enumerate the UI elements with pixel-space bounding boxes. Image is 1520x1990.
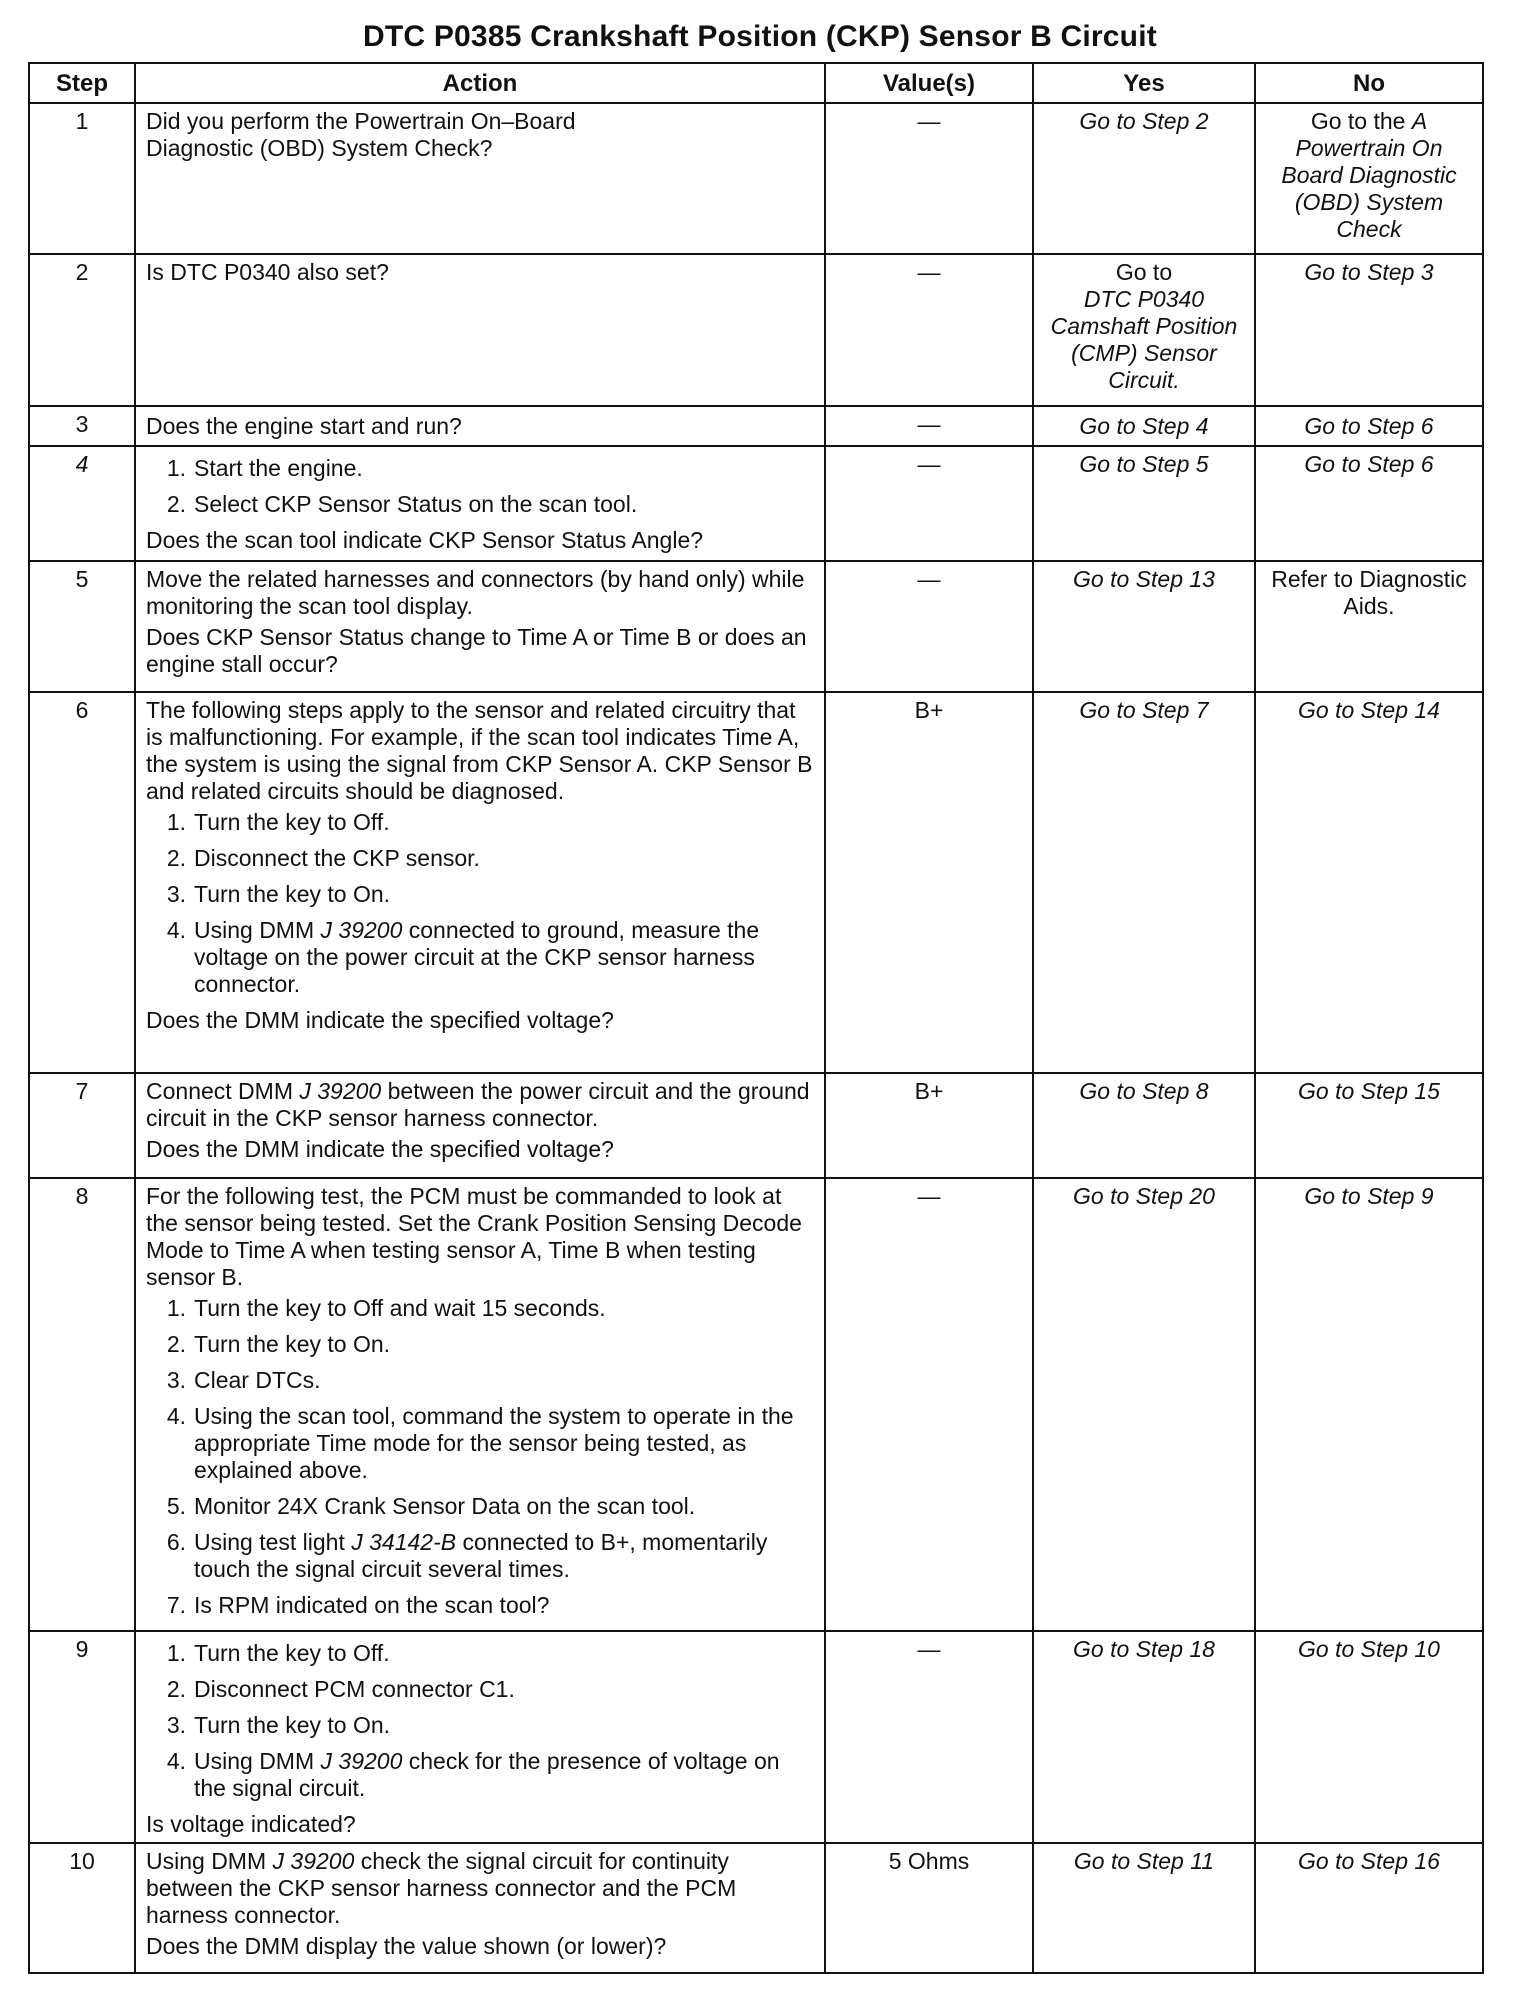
list-item: 1. Turn the key to Off. <box>166 809 390 835</box>
no-prefix: Go to the <box>1310 108 1412 134</box>
value-cell: — <box>825 1631 1033 1843</box>
yes-cell: Go to Step 18 <box>1033 1631 1255 1843</box>
action-cell <box>135 406 825 446</box>
action-question: Is voltage indicated? <box>146 1811 356 1837</box>
table-row <box>29 446 1483 561</box>
tool-number: J 34142-B <box>351 1529 457 1555</box>
header-value: Value(s) <box>825 63 1033 103</box>
step-number: 5 <box>29 561 135 692</box>
no-cell: Go to Step 3 <box>1255 254 1483 406</box>
step-number: 3 <box>29 406 135 446</box>
action-cell <box>135 1631 825 1843</box>
action-cell <box>135 561 825 692</box>
no-cell <box>1255 103 1483 254</box>
step-number: 6 <box>29 692 135 1073</box>
action-question: Does the scan tool indicate CKP Sensor Status Angle? <box>146 527 704 553</box>
list-item: 2. Disconnect the CKP sensor. <box>166 845 480 871</box>
table-row <box>29 1178 1483 1631</box>
action-cell <box>135 1178 825 1631</box>
action-cell <box>135 254 825 406</box>
no-cell: Refer to Diagnostic Aids. <box>1255 561 1483 692</box>
step-number: 7 <box>29 1073 135 1178</box>
value-cell: — <box>825 1178 1033 1631</box>
table-header-row <box>29 63 1483 103</box>
step-number: 9 <box>29 1631 135 1843</box>
table-row <box>29 103 1483 254</box>
table-row <box>29 1631 1483 1843</box>
action-cell <box>135 446 825 561</box>
yes-cell: Go to Step 5 <box>1033 446 1255 561</box>
yes-cell: Go to Step 4 <box>1033 406 1255 446</box>
step-number: 1 <box>29 103 135 254</box>
action-text: Move the related harnesses and connectors (by hand only) while monitoring the scan tool display. <box>146 566 805 619</box>
action-text: The following steps apply to the sensor and related circuitry that is malfunctioning. For example, if the scan tool indicates Time A, the system is using the signal from CKP Sensor A. CKP Sensor B and related circuits should be diagnosed. <box>146 697 813 804</box>
value-cell: — <box>825 103 1033 254</box>
action-text: Using DMM J 39200 check the signal circuit for continuity between the CKP sensor harness connector and the PCM harness connector. <box>146 1848 737 1928</box>
list-item: 4. Using the scan tool, command the system to operate in the appropriate Time mode for the sensor being tested, as explained above. <box>166 1403 794 1483</box>
value-cell: — <box>825 254 1033 406</box>
yes-cell: Go to Step 2 <box>1033 103 1255 254</box>
list-item: 2. Disconnect PCM connector C1. <box>166 1676 515 1702</box>
list-item: 3. Turn the key to On. <box>166 1712 391 1738</box>
step-number: 10 <box>29 1843 135 1973</box>
header-no: No <box>1255 63 1483 103</box>
no-link: A Powertrain On Board Diagnostic (OBD) System Check <box>1281 108 1457 242</box>
no-cell: Go to Step 16 <box>1255 1843 1483 1973</box>
action-text: For the following test, the PCM must be commanded to look at the sensor being tested. Set the Crank Position Sensing Decode Mode to Time A when testing sensor A, Time B when testing sensor B. <box>146 1183 802 1290</box>
action-steps <box>146 455 814 518</box>
yes-cell <box>1033 254 1255 406</box>
action-question: Does the DMM indicate the specified voltage? <box>146 1007 614 1033</box>
action-question: Did you perform the Powertrain On–Board Diagnostic (OBD) System Check? <box>146 108 576 161</box>
no-cell: Go to Step 9 <box>1255 1178 1483 1631</box>
action-question: Does CKP Sensor Status change to Time A or Time B or does an engine stall occur? <box>146 624 807 677</box>
action-question: Does the engine start and run? <box>146 412 462 439</box>
action-question: Does the DMM indicate the specified voltage? <box>146 1136 614 1162</box>
no-cell: Go to Step 14 <box>1255 692 1483 1073</box>
table-row <box>29 561 1483 692</box>
action-steps <box>146 1640 814 1802</box>
action-question: Is DTC P0340 also set? <box>146 259 389 285</box>
action-question: Does the DMM display the value shown (or lower)? <box>146 1933 667 1959</box>
yes-link: DTC P0340 Camshaft Position (CMP) Sensor Circuit. <box>1050 286 1238 393</box>
step-number: 4 <box>29 446 135 561</box>
step-number: 2 <box>29 254 135 406</box>
list-item: 1. Turn the key to Off. <box>166 1640 390 1666</box>
no-cell: Go to Step 10 <box>1255 1631 1483 1843</box>
tool-number: J 39200 <box>320 1748 403 1774</box>
value-cell: 5 Ohms <box>825 1843 1033 1973</box>
list-item: 7. Is RPM indicated on the scan tool? <box>166 1592 550 1618</box>
list-item: 1. Start the engine. <box>166 455 363 481</box>
list-item: 2. Turn the key to On. <box>166 1331 391 1357</box>
yes-cell: Go to Step 7 <box>1033 692 1255 1073</box>
no-cell: Go to Step 6 <box>1255 406 1483 446</box>
header-yes: Yes <box>1033 63 1255 103</box>
list-item: 5. Monitor 24X Crank Sensor Data on the scan tool. <box>166 1493 696 1519</box>
yes-cell: Go to Step 20 <box>1033 1178 1255 1631</box>
table-row <box>29 692 1483 1073</box>
value-cell: — <box>825 561 1033 692</box>
page-title: DTC P0385 Crankshaft Position (CKP) Sensor B Circuit <box>363 20 1157 53</box>
diagnostic-table <box>28 62 1484 1974</box>
header-step: Step <box>29 63 135 103</box>
table-row <box>29 406 1483 446</box>
yes-cell: Go to Step 13 <box>1033 561 1255 692</box>
value-cell: B+ <box>825 1073 1033 1178</box>
action-text: Connect DMM J 39200 between the power circuit and the ground circuit in the CKP sensor harness connector. <box>146 1078 810 1131</box>
list-item: 2. Select CKP Sensor Status on the scan tool. <box>166 491 638 517</box>
table-row <box>29 1843 1483 1973</box>
step-number: 8 <box>29 1178 135 1631</box>
no-cell: Go to Step 15 <box>1255 1073 1483 1178</box>
value-cell: — <box>825 406 1033 446</box>
list-item: 3. Turn the key to On. <box>166 881 391 907</box>
list-item: 6. Using test light J 34142-B connected to B+, momentarily touch the signal circuit several times. <box>166 1529 768 1582</box>
value-cell: B+ <box>825 692 1033 1073</box>
action-cell <box>135 1073 825 1178</box>
action-steps <box>146 1295 814 1619</box>
action-steps <box>146 809 814 998</box>
no-cell: Go to Step 6 <box>1255 446 1483 561</box>
tool-number: J 39200 <box>299 1078 382 1104</box>
tool-number: J 39200 <box>320 917 403 943</box>
list-item: 4. Using DMM J 39200 check for the presence of voltage on the signal circuit. <box>166 1748 780 1801</box>
table-row <box>29 1073 1483 1178</box>
table-row <box>29 254 1483 406</box>
header-action: Action <box>135 63 825 103</box>
list-item: 1. Turn the key to Off and wait 15 seconds. <box>166 1295 606 1321</box>
tool-number: J 39200 <box>272 1848 355 1874</box>
yes-cell: Go to Step 11 <box>1033 1843 1255 1973</box>
list-item: 3. Clear DTCs. <box>166 1367 321 1393</box>
value-cell: — <box>825 446 1033 561</box>
action-cell <box>135 692 825 1073</box>
yes-cell: Go to Step 8 <box>1033 1073 1255 1178</box>
list-item: 4. Using DMM J 39200 connected to ground, measure the voltage on the power circuit at the CKP sensor harness connector. <box>166 917 760 997</box>
action-cell <box>135 103 825 254</box>
yes-prefix: Go to <box>1115 259 1173 285</box>
action-cell <box>135 1843 825 1973</box>
